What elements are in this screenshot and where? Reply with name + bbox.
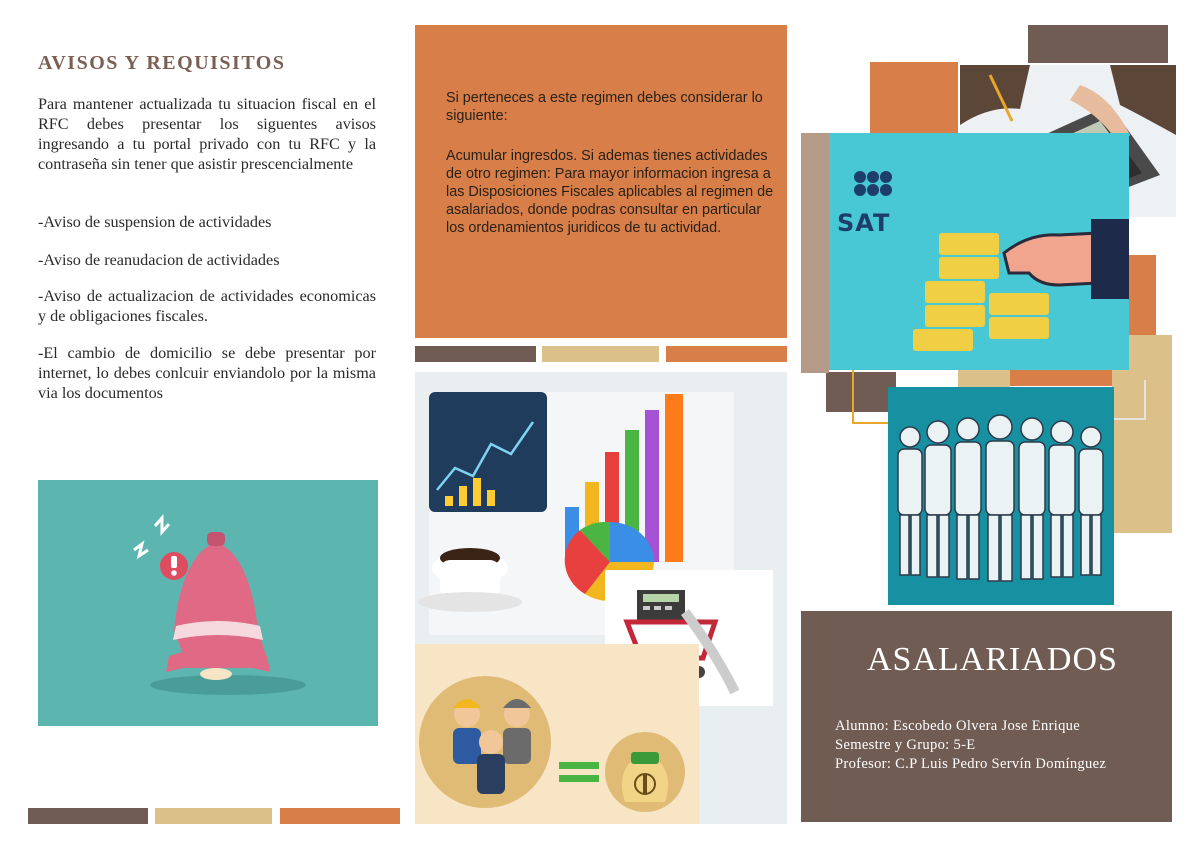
cover-panel	[801, 611, 1172, 822]
bell-icon	[38, 480, 378, 726]
divider-bar	[280, 808, 400, 824]
decor-block	[1028, 25, 1168, 63]
divider-bar	[666, 346, 787, 362]
bell-illustration	[38, 480, 378, 726]
divider-bar	[542, 346, 659, 362]
cover-title: ASALARIADOS	[867, 641, 1118, 678]
workers-panel	[888, 387, 1114, 605]
aviso-item: -Aviso de reanudacion de actividades	[38, 251, 280, 269]
sat-logo-text: SAT	[837, 209, 891, 237]
workers-art	[888, 387, 1114, 605]
divider-bar	[155, 808, 272, 824]
semester-group: Semestre y Grupo: 5-E	[835, 737, 976, 753]
divider-bar	[415, 346, 536, 362]
office-photo	[801, 133, 829, 373]
decor-block	[958, 368, 1010, 388]
sat-art	[829, 133, 1129, 370]
aviso-item: -Aviso de actualizacion de actividades economicas y de obligaciones fiscales.	[38, 287, 376, 325]
section-title: AVISOS Y REQUISITOS	[38, 52, 286, 74]
student-name: Alumno: Escobedo Olvera Jose Enrique	[835, 718, 1081, 734]
info-body: Acumular ingresdos. Si ademas tienes actividades de otro regimen: Para mayor informacion ingresa a las Disposiciones Fiscales aplicables al regimen de asalariados, donde podras consultar en particular los ordenamientos juridicos de tu actividad.	[446, 148, 774, 236]
professor-name: Profesor: C.P Luis Pedro Servín Domínguez	[835, 756, 1107, 772]
intro-paragraph: Para mantener actualizada tu situacion fiscal en el RFC debes presentar los siguentes avisos ingresando a tu portal privado con tu RFC y la contraseña sin tener que asistir prescencialmente	[38, 95, 376, 173]
info-intro: Si perteneces a este regimen debes considerar lo siguiente:	[446, 90, 763, 124]
aviso-item: -El cambio de domicilio se debe presentar por internet, lo debes conlcuir enviandolo por la misma via los documentos	[38, 344, 376, 402]
divider-bar	[28, 808, 148, 824]
aviso-item: -Aviso de suspension de actividades	[38, 213, 272, 231]
finance-collage	[415, 372, 787, 824]
finance-collage-art	[415, 372, 787, 824]
sat-panel	[829, 133, 1129, 370]
info-panel	[415, 25, 787, 338]
